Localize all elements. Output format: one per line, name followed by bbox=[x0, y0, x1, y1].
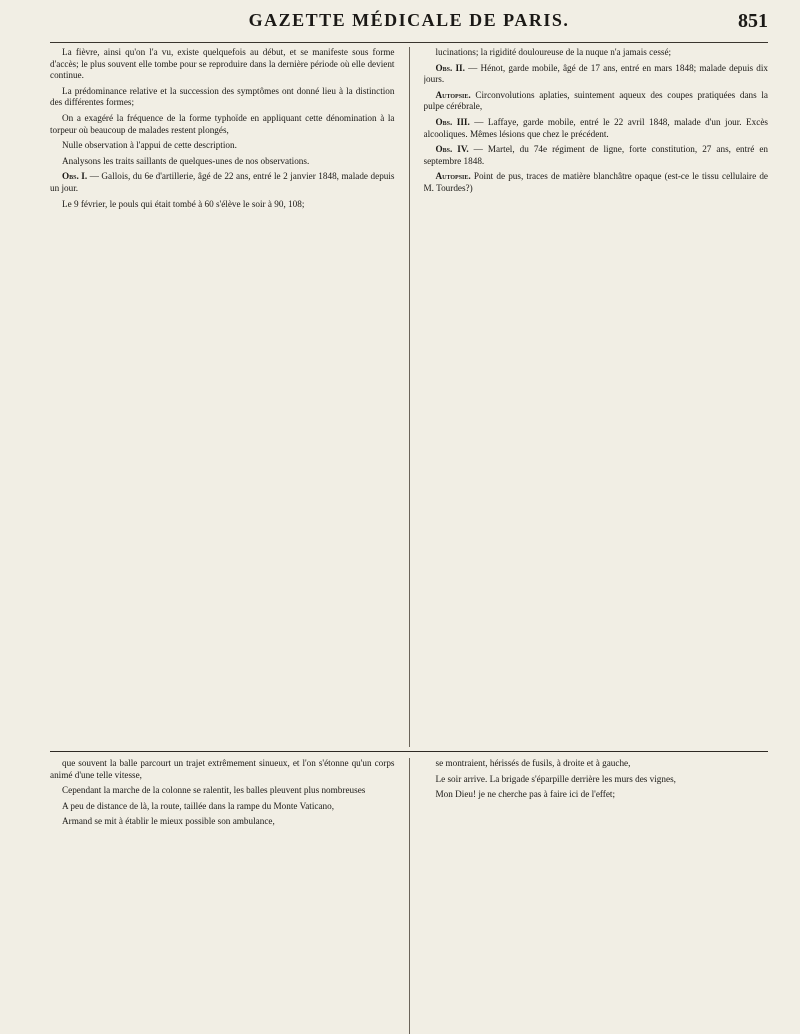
paragraph: Mon Dieu! je ne cherche pas à faire ici de l'effet; bbox=[435, 789, 616, 800]
observation-text: — Gallois, du 6e d'artillerie, âgé de 22 ans, entré le 2 janvier 1848, malade depuis un jour. bbox=[50, 171, 395, 193]
paragraph: La fièvre, ainsi qu'on l'a vu, existe quelquefois au début, et se manifeste sous forme d'accès; le plus souvent elle tombe pour se reproduire dans la dernière période où elle devient continue. bbox=[50, 47, 395, 81]
column-divider bbox=[409, 47, 410, 747]
observation-text: — Laffaye, garde mobile, entré le 22 avril 1848, malade d'un jour. Excès alcooliques. bbox=[423, 116, 768, 139]
paragraph: La prédominance relative et la succession des symptômes ont donné lieu à la distinction des différentes formes; bbox=[50, 85, 395, 108]
left-column bbox=[50, 47, 395, 747]
autopsy-label: Autopsie. bbox=[435, 89, 471, 100]
paragraph: lucinations; la rigidité douloureuse de la nuque n'a jamais cessé; bbox=[435, 47, 672, 57]
observation-4 bbox=[424, 144, 769, 167]
autopsy-4 bbox=[424, 171, 769, 194]
newspaper-title: GAZETTE MÉDICALE DE PARIS. bbox=[248, 10, 570, 30]
bottom-columns bbox=[50, 758, 768, 1034]
observation-3 bbox=[424, 117, 769, 140]
top-columns bbox=[50, 47, 768, 747]
observation-label: Obs. II. bbox=[435, 62, 465, 73]
paragraph: A peu de distance de là, la route, taillée dans la rampe du Monte Vaticano, bbox=[62, 800, 335, 811]
observation-label: Obs. IV. bbox=[435, 144, 469, 155]
paragraph: Nulle observation à l'appui de cette description. bbox=[62, 140, 237, 151]
autopsy-2 bbox=[424, 90, 769, 113]
autopsy-text: Circonvolutions aplaties, suintement aqueux des coupes pratiquées dans la pulpe cérébrale, bbox=[423, 89, 768, 112]
observation-text: — Hénot, garde mobile, âgé de 17 ans, entré en mars 1848; malade depuis dix jours. bbox=[423, 62, 768, 85]
paragraph: Le 9 février, le pouls qui était tombé à 60 s'élève le soir à 90, 108; bbox=[62, 198, 305, 209]
section-separator bbox=[50, 751, 768, 752]
observation-2 bbox=[424, 63, 769, 86]
page-header bbox=[50, 10, 768, 40]
observation-text: — Martel, du 74e régiment de ligne, forte constitution, 27 ans, entré en septembre 1848. bbox=[423, 144, 768, 166]
observation-end: Mêmes lésions que chez le précédent. bbox=[469, 128, 609, 139]
paragraph: Armand se mit à établir le mieux possible son ambulance, bbox=[62, 816, 275, 827]
paragraph: Analysons les traits saillants de quelques-unes de nos observations. bbox=[62, 155, 310, 166]
observation-label: Obs. I. bbox=[62, 171, 88, 182]
paragraph: Le soir arrive. La brigade s'éparpille derrière les murs des vignes, bbox=[435, 773, 676, 784]
paragraph: Cependant la marche de la colonne se ralentit, les balles pleuvent plus nombreuses bbox=[62, 785, 366, 796]
paragraph: On a exagéré la fréquence de la forme typhoïde en appliquant cette dénomination à la torpeur où beaucoup de malades restent plongés, bbox=[50, 112, 395, 135]
header-rule bbox=[50, 42, 768, 43]
page-number: 851 bbox=[738, 10, 768, 32]
observation-label: Obs. III. bbox=[435, 116, 470, 127]
autopsy-label: Autopsie. bbox=[435, 171, 471, 182]
column-divider bbox=[409, 758, 410, 1034]
autopsy-text: Point de pus, traces de matière blanchâtre opaque (est-ce le tissu cellulaire de M. Tourdes?) bbox=[423, 171, 768, 193]
right-column bbox=[424, 47, 769, 747]
observation-1 bbox=[50, 171, 395, 194]
paragraph: que souvent la balle parcourt un trajet extrêmement sinueux, et l'on s'étonne qu'un corps animé d'une telle vitesse, bbox=[50, 758, 395, 780]
bottom-left-column bbox=[50, 758, 395, 1034]
bottom-right-column bbox=[424, 758, 769, 1034]
paragraph: se montraient, hérissés de fusils, à droite et à gauche, bbox=[435, 758, 631, 768]
